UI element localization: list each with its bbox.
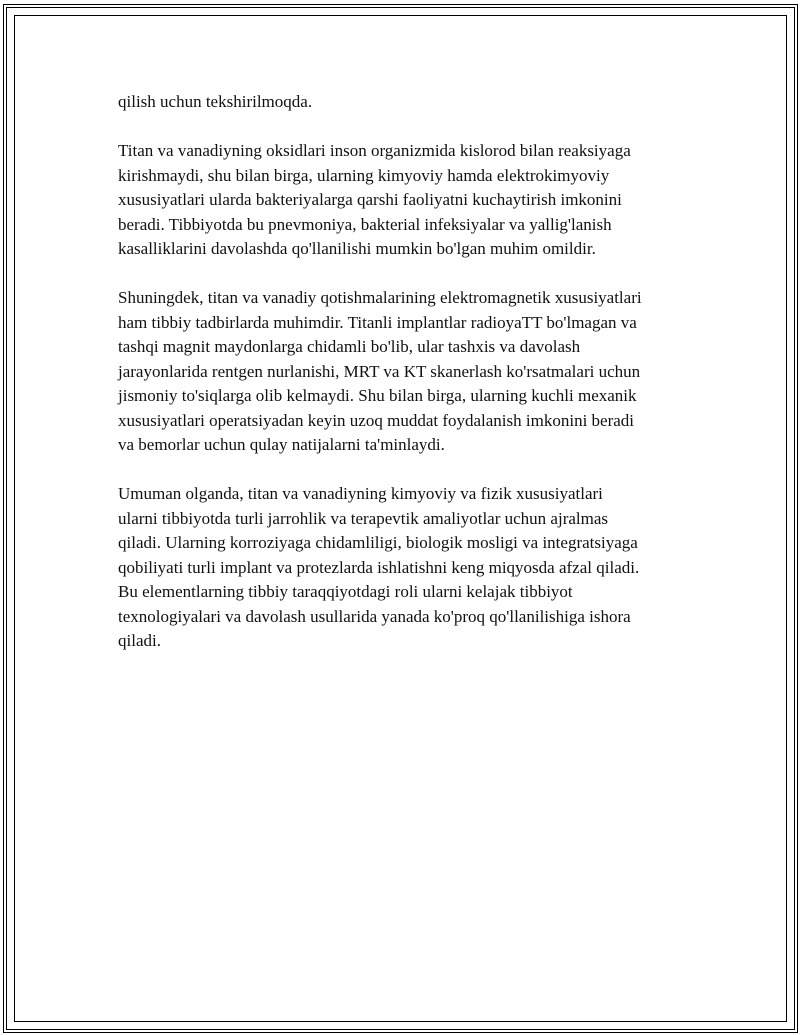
paragraph-conclusion: Umuman olganda, titan va vanadiyning kimyoviy va fizik xususiyatlari ularni tibbiyotda turli jarrohlik va terapevtik amaliyotlar uchun ajralmas qiladi. Ularning korroziyaga chidamliligi, biologik mosligi va integratsiyaga qobiliyati turli implant va protezlarda ishlatishni keng miqyosda afzal qiladi. Bu elementlarning tibbiy taraqqiyotdagi roli ularni kelajak tibbiyot texnologiyalari va davolash usullarida yanada ko'proq qo'llanilishiga ishora qiladi.	[118, 484, 640, 650]
paragraph-continuation: qilish uchun tekshirilmoqda.	[118, 92, 313, 111]
paragraph-oxides: Titan va vanadiyning oksidlari inson organizmida kislorod bilan reaksiyaga kirishmaydi, shu bilan birga, ularning kimyoviy hamda elektrokimyoviy xususiyatlari ularda bakteriyalarga qarshi faoliyatni kuchaytirish imkonini beradi. Tibbiyotda bu pnevmoniya, bakterial infeksiyalar va yallig'lanish kasalliklarini davolashda qo'llanilishi mumkin bo'lgan muhim omildir.	[118, 141, 631, 258]
document-body	[118, 90, 686, 678]
paragraph-electromagnetic: Shuningdek, titan va vanadiy qotishmalarining elektromagnetik xususiyatlari ham tibbiy tadbirlarda muhimdir. Titanli implantlar radioyaTT bo'lmagan va tashqi magnit maydonlarga chidamli bo'lib, ular tashxis va davolash jarayonlarida rentgen nurlanishi, MRT va KT skanerlash ko'rsatmalari uchun jismoniy to'siqlarga olib kelmaydi. Shu bilan birga, ularning kuchli mexanik xususiyatlari operatsiyadan keyin uzoq muddat foydalanish imkonini beradi va bemorlar uchun qulay natijalarni ta'minlaydi.	[118, 288, 642, 454]
